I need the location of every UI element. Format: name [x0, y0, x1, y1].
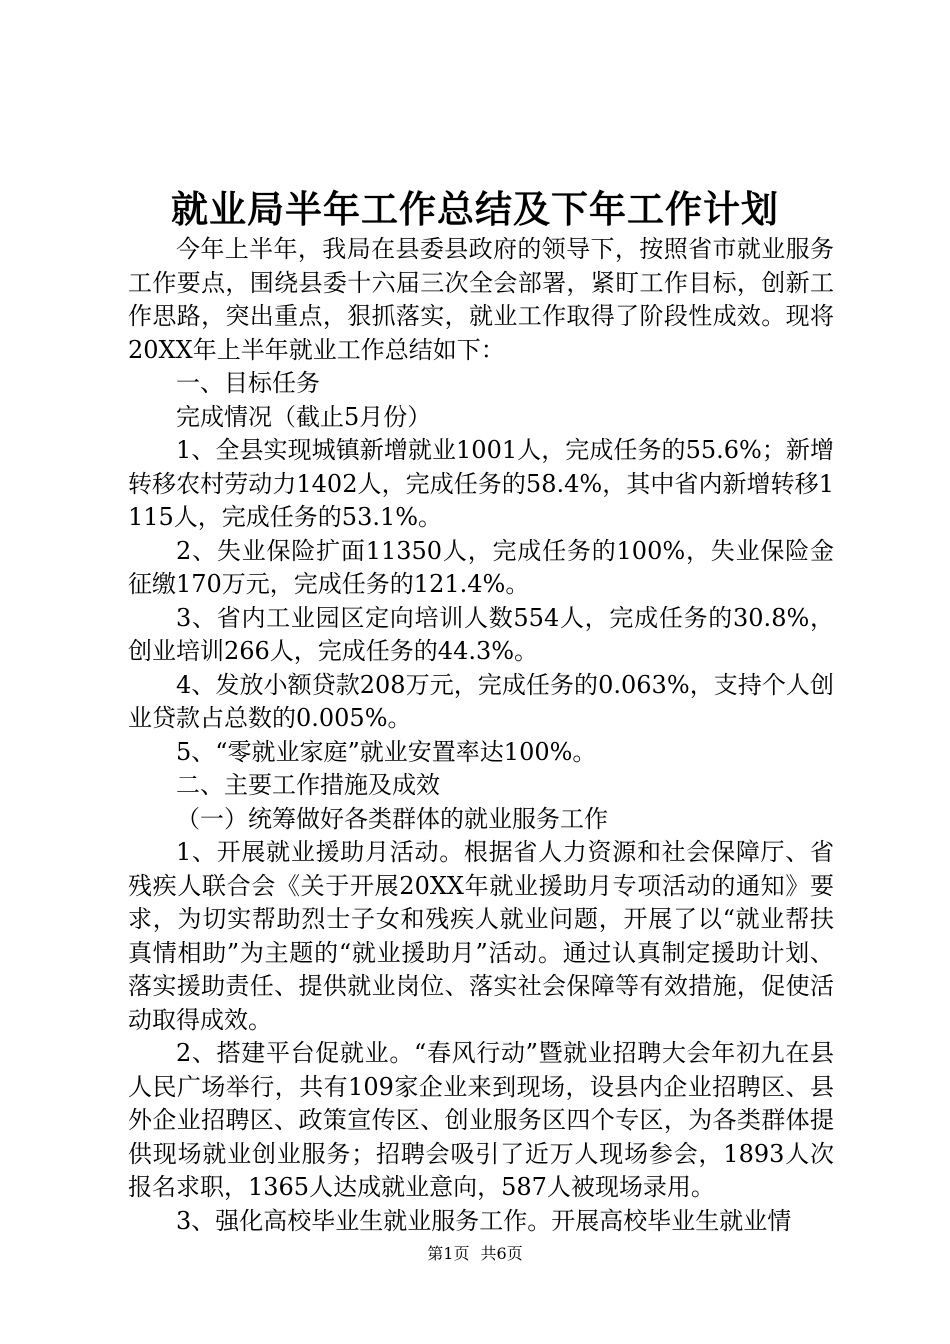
paragraph-item-5: 5、“零就业家庭”就业安置率达100%。 — [176, 737, 597, 766]
paragraph-measure-2: 2、搭建平台促就业。“春风行动”暨就业招聘大会年初九在县人民广场举行，共有109家企业来到现场，设县内企业招聘区、县外企业招聘区、政策宣传区、创业服务区四个专区，为各类群体提供现场就业创业服务；招聘会吸引了近万人现场参会，1893人次报名求职，1365人达成就业意向，587人被现场录用。 — [128, 1039, 834, 1201]
subheading-employment-services: （一）统筹做好各类群体的就业服务工作 — [176, 804, 608, 833]
paragraph-item-4: 4、发放小额贷款208万元，完成任务的0.063%，支持个人创业贷款占总数的0.005%。 — [128, 670, 834, 732]
paragraph-measure-1: 1、开展就业援助月活动。根据省人力资源和社会保障厅、省残疾人联合会《关于开展20XX年就业援助月专项活动的通知》要求，为切实帮助烈士子女和残疾人就业问题，开展了以“就业帮扶真情相助”为主题的“就业援助月”活动。通过认真制定援助计划、落实援助责任、提供就业岗位、落实社会保障等有效措施，促使活动取得成效。 — [128, 838, 834, 1034]
paragraph-item-3: 3、省内工业园区定向培训人数554人，完成任务的30.8%，创业培训266人，完成任务的44.3%。 — [128, 603, 834, 665]
page-number: 第1页 — [427, 1244, 470, 1263]
document-body — [128, 233, 834, 1238]
section-heading-measures: 二、主要工作措施及成效 — [176, 771, 440, 799]
paragraph-intro: 今年上半年，我局在县委县政府的领导下，按照省市就业服务工作要点，围绕县委十六届三次全会部署，紧盯工作目标，创新工作思路，突出重点，狠抓落实，就业工作取得了阶段性成效。现将20XX年上半年就业工作总结如下： — [128, 235, 834, 364]
paragraph-item-2: 2、失业保险扩面11350人，完成任务的100%，失业保险金征缴170万元，完成任务的121.4%。 — [128, 536, 834, 598]
page-total: 共6页 — [480, 1244, 523, 1263]
section-heading-targets: 一、目标任务 — [176, 369, 320, 397]
document-title: 就业局半年工作总结及下年工作计划 — [171, 187, 779, 231]
subheading-completion: 完成情况（截止5月份） — [176, 402, 432, 431]
paragraph-measure-3: 3、强化高校毕业生就业服务工作。开展高校毕业生就业情 — [176, 1206, 792, 1235]
paragraph-item-1: 1、全县实现城镇新增就业1001人，完成任务的55.6%；新增转移农村劳动力1402人，完成任务的58.4%，其中省内新增转移1115人，完成任务的53.1%。 — [128, 436, 834, 531]
page-footer — [0, 1244, 950, 1264]
